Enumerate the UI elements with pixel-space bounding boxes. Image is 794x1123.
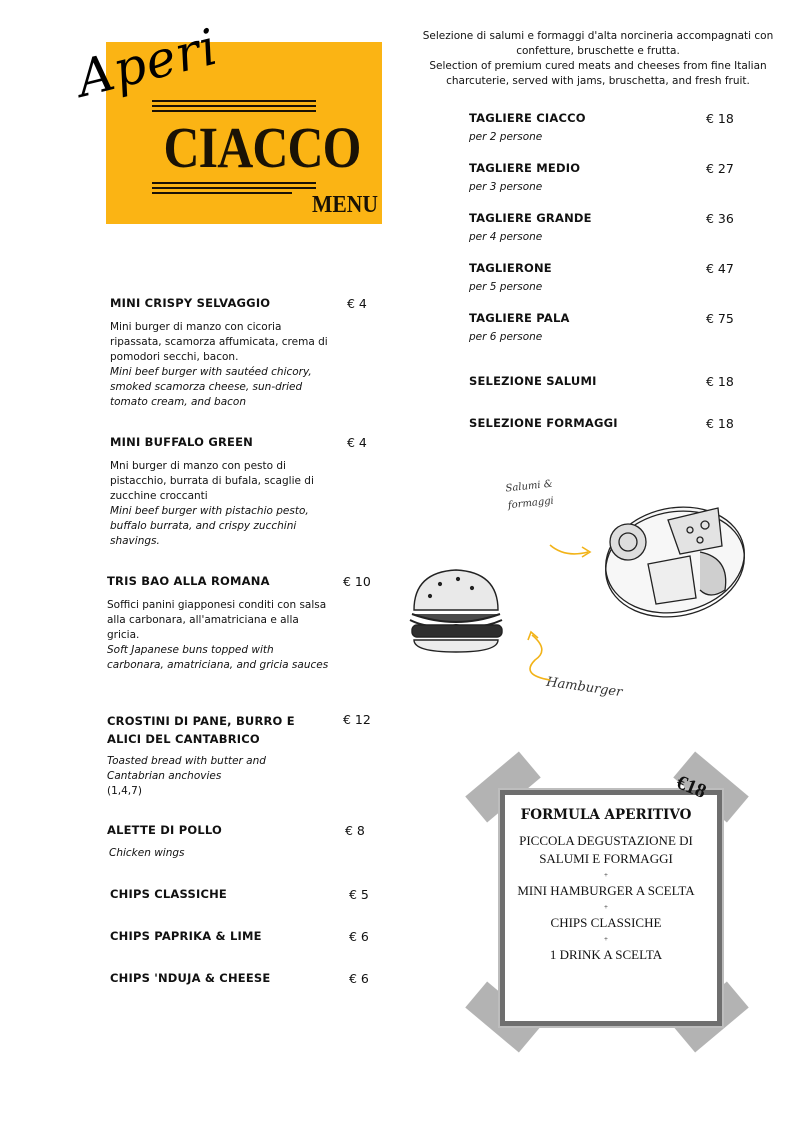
item-description <box>110 320 332 410</box>
logo-line <box>152 110 316 112</box>
item-name: CHIPS 'NDUJA & CHEESE <box>110 971 271 985</box>
arrow-icon <box>550 545 588 554</box>
item-price: € 4 <box>347 435 367 450</box>
logo <box>71 17 382 224</box>
logo-line <box>152 100 316 102</box>
logo-ciacco: CIACCO <box>163 115 361 180</box>
item-price: € 12 <box>343 712 371 727</box>
formula-line: 1 DRINK A SCELTA <box>549 947 663 962</box>
tagliere-persons: per 5 persone <box>469 281 543 293</box>
tagliere-persons: per 3 persone <box>469 181 543 193</box>
item-name: CHIPS CLASSICHE <box>110 887 227 901</box>
selezione-name: SELEZIONE FORMAGGI <box>469 416 618 430</box>
hamburger-icon <box>410 570 502 652</box>
tagliere-persons: per 4 persone <box>469 231 543 243</box>
tagliere-price: € 75 <box>706 311 734 326</box>
item-description <box>109 846 185 861</box>
tagliere-name: TAGLIERE MEDIO <box>469 161 581 175</box>
sketch-label-salumi: Salumi & formaggi <box>505 478 555 512</box>
logo-aperi-script: Aperi <box>71 17 224 109</box>
formula-separator: + <box>604 903 608 911</box>
item-allergens: (1,4,7) <box>107 785 142 797</box>
formula-title: FORMULA APERITIVO <box>520 807 692 823</box>
tagliere-name: TAGLIERE PALA <box>469 311 570 325</box>
selezione-price: € 18 <box>706 416 734 431</box>
item-description <box>110 459 332 549</box>
item-description-en: Soft Japanese buns topped with carbonara, amatriciana, and gricia sauces <box>107 644 329 671</box>
item-description-en: Mini beef burger with sautéed chicory, smoked scamorza cheese, sun-dried tomato cream, and bacon <box>110 366 312 408</box>
formula-separator: + <box>604 935 608 943</box>
logo-line <box>152 182 316 184</box>
selezione-name: SELEZIONE SALUMI <box>469 374 597 388</box>
tagliere-name: TAGLIERE GRANDE <box>469 211 592 225</box>
item-price: € 5 <box>349 887 369 902</box>
item-price: € 8 <box>345 823 365 838</box>
tagliere-persons: per 2 persone <box>469 131 543 143</box>
item-description-it: Soffici panini giapponesi conditi con salsa alla carbonara, all'amatriciana e alla gricia. <box>107 599 327 641</box>
tagliere-price: € 36 <box>706 211 734 226</box>
item-name: CHIPS PAPRIKA & LIME <box>110 929 262 943</box>
arrow-icon <box>530 635 550 680</box>
item-name: MINI BUFFALO GREEN <box>110 435 253 449</box>
tagliere-price: € 27 <box>706 161 734 176</box>
item-description-en: Mini beef burger with pistachio pesto, buffalo burrata, and crispy zucchini shavings. <box>110 505 309 547</box>
item-name: CROSTINI DI PANE, BURRO E ALICI DEL CANTABRICO <box>107 714 295 746</box>
logo-line <box>152 105 316 107</box>
intro-italian: Selezione di salumi e formaggi d'alta norcineria accompagnati con confetture, bruschette e frutta. <box>422 30 774 57</box>
tagliere-persons: per 6 persone <box>469 331 543 343</box>
intro-text <box>420 29 776 89</box>
item-name: TRIS BAO ALLA ROMANA <box>107 574 270 588</box>
formula-line: CHIPS CLASSICHE <box>550 915 662 930</box>
formula-line: PICCOLA DEGUSTAZIONE DI SALUMI E FORMAGGI <box>519 833 693 866</box>
formula-body <box>505 832 707 964</box>
item-description <box>107 754 307 799</box>
intro-english: Selection of premium cured meats and cheeses from fine Italian charcuterie, served with jams, bruschetta, and fresh fruit. <box>429 60 767 87</box>
item-price: € 6 <box>349 971 369 986</box>
item-description-it: Mini burger di manzo con cicoria ripassata, scamorza affumicata, crema di pomodori secchi, bacon. <box>110 321 328 363</box>
item-name: MINI CRISPY SELVAGGIO <box>110 296 271 310</box>
item-price: € 6 <box>349 929 369 944</box>
logo-line <box>152 187 316 189</box>
sketch-label-hamburger: Hamburger <box>545 674 624 701</box>
selezione-price: € 18 <box>706 374 734 389</box>
item-description <box>107 598 332 673</box>
item-name: ALETTE DI POLLO <box>107 823 222 837</box>
item-description-en: Toasted bread with butter and Cantabrian anchovies <box>107 755 266 782</box>
logo-line <box>152 192 292 194</box>
item-description-it: Mni burger di manzo con pesto di pistacchio, burrata di bufala, scaglie di zucchine croccanti <box>110 460 314 502</box>
tagliere-price: € 47 <box>706 261 734 276</box>
formula-line: MINI HAMBURGER A SCELTA <box>517 883 695 898</box>
tagliere-name: TAGLIERONE <box>469 261 552 275</box>
tagliere-name: TAGLIERE CIACCO <box>469 111 586 125</box>
item-price: € 4 <box>347 296 367 311</box>
logo-menu: MENU <box>312 192 378 218</box>
formula-price-badge: €18 <box>673 771 710 803</box>
item-description-en: Chicken wings <box>109 847 185 859</box>
tagliere-price: € 18 <box>706 111 734 126</box>
item-price: € 10 <box>343 574 371 589</box>
food-sketches <box>400 480 794 700</box>
formula-separator: + <box>604 871 608 879</box>
cheese-board-icon <box>596 495 755 630</box>
